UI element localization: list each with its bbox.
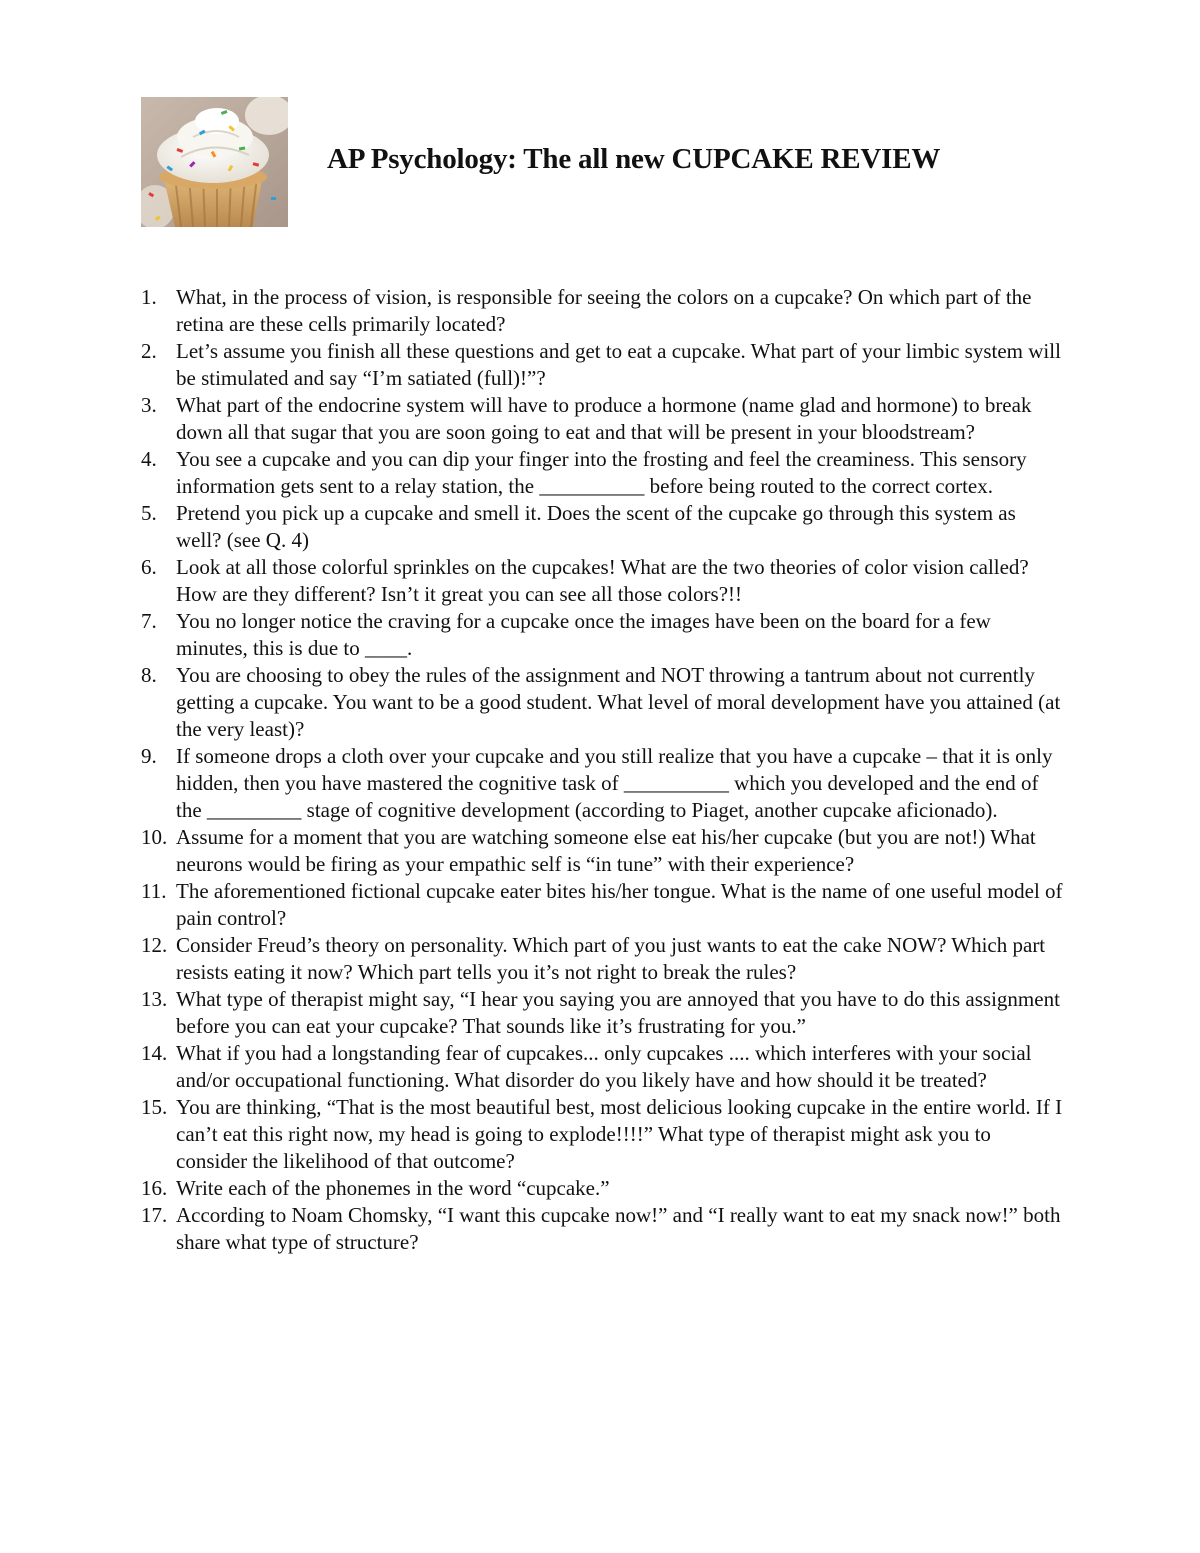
- cupcake-icon: [141, 97, 288, 227]
- question-number: 1.: [141, 285, 157, 309]
- question-item-8: [141, 662, 1066, 743]
- question-text: You see a cupcake and you can dip your finger into the frosting and feel the creaminess. This sensory information gets sent to a relay station, the __________ before being routed to the correct cortex.: [176, 447, 1027, 498]
- question-number: 2.: [141, 339, 157, 363]
- question-item-17: [141, 1202, 1066, 1256]
- question-text: Write each of the phonemes in the word “cupcake.”: [176, 1176, 610, 1200]
- question-number: 10.: [141, 825, 168, 849]
- question-item-5: [141, 500, 1066, 554]
- question-item-16: [141, 1175, 1066, 1202]
- question-text: Assume for a moment that you are watching someone else eat his/her cupcake (but you are not!) What neurons would be firing as your empathic self is “in tune” with their experience?: [176, 825, 1036, 876]
- question-number: 7.: [141, 609, 157, 633]
- page-title: AP Psychology: The all new CUPCAKE REVIEW: [327, 143, 941, 175]
- question-item-12: [141, 932, 1066, 986]
- question-text: The aforementioned fictional cupcake eater bites his/her tongue. What is the name of one useful model of pain control?: [176, 879, 1063, 930]
- question-text: If someone drops a cloth over your cupcake and you still realize that you have a cupcake – that it is only hidden, then you have mastered the cognitive task of __________ which you developed and the end of the _________ stage of cognitive development (according to Piaget, another cupcake aficionado).: [176, 744, 1053, 822]
- question-item-1: [141, 284, 1066, 338]
- question-item-10: [141, 824, 1066, 878]
- question-text: What if you had a longstanding fear of cupcakes... only cupcakes .... which interferes with your social and/or occupational functioning. What disorder do you likely have and how should it be treated?: [176, 1041, 1032, 1092]
- question-number: 5.: [141, 501, 157, 525]
- question-number: 13.: [141, 987, 168, 1011]
- question-item-4: [141, 446, 1066, 500]
- question-text: You no longer notice the craving for a cupcake once the images have been on the board for a few minutes, this is due to ____.: [176, 609, 991, 660]
- question-text: You are thinking, “That is the most beautiful best, most delicious looking cupcake in the entire world. If I can’t eat this right now, my head is going to explode!!!!” What type of therapist might ask you to consider the likelihood of that outcome?: [176, 1095, 1063, 1173]
- question-number: 9.: [141, 744, 157, 768]
- question-number: 11.: [141, 879, 167, 903]
- question-item-15: [141, 1094, 1066, 1175]
- question-text: Pretend you pick up a cupcake and smell it. Does the scent of the cupcake go through this system as well? (see Q. 4): [176, 501, 1016, 552]
- question-item-9: [141, 743, 1066, 824]
- question-text: What part of the endocrine system will have to produce a hormone (name glad and hormone) to break down all that sugar that you are soon going to eat and that will be present in your bloodstream?: [176, 393, 1032, 444]
- question-text: According to Noam Chomsky, “I want this cupcake now!” and “I really want to eat my snack now!” both share what type of structure?: [176, 1203, 1061, 1254]
- question-item-14: [141, 1040, 1066, 1094]
- question-number: 17.: [141, 1203, 168, 1227]
- question-number: 15.: [141, 1095, 168, 1119]
- question-number: 16.: [141, 1176, 168, 1200]
- question-text: What, in the process of vision, is responsible for seeing the colors on a cupcake? On which part of the retina are these cells primarily located?: [176, 285, 1032, 336]
- question-text: What type of therapist might say, “I hear you saying you are annoyed that you have to do this assignment before you can eat your cupcake? That sounds like it’s frustrating for you.”: [176, 987, 1060, 1038]
- question-text: You are choosing to obey the rules of the assignment and NOT throwing a tantrum about not currently getting a cupcake. You want to be a good student. What level of moral development have you attained (at the very least)?: [176, 663, 1061, 741]
- question-item-11: [141, 878, 1066, 932]
- question-text: Let’s assume you finish all these questions and get to eat a cupcake. What part of your limbic system will be stimulated and say “I’m satiated (full)!”?: [176, 339, 1061, 390]
- question-number: 8.: [141, 663, 157, 687]
- question-number: 6.: [141, 555, 157, 579]
- question-number: 3.: [141, 393, 157, 417]
- question-item-7: [141, 608, 1066, 662]
- question-item-6: [141, 554, 1066, 608]
- question-list: [141, 284, 1066, 1256]
- cupcake-photo: [141, 97, 288, 227]
- question-number: 4.: [141, 447, 157, 471]
- question-item-2: [141, 338, 1066, 392]
- question-text: Look at all those colorful sprinkles on the cupcakes! What are the two theories of color vision called? How are they different? Isn’t it great you can see all those colors?!!: [176, 555, 1029, 606]
- question-text: Consider Freud’s theory on personality. Which part of you just wants to eat the cake NOW? Which part resists eating it now? Which part tells you it’s not right to break the rules?: [176, 933, 1046, 984]
- question-number: 14.: [141, 1041, 168, 1065]
- question-number: 12.: [141, 933, 168, 957]
- question-item-13: [141, 986, 1066, 1040]
- question-item-3: [141, 392, 1066, 446]
